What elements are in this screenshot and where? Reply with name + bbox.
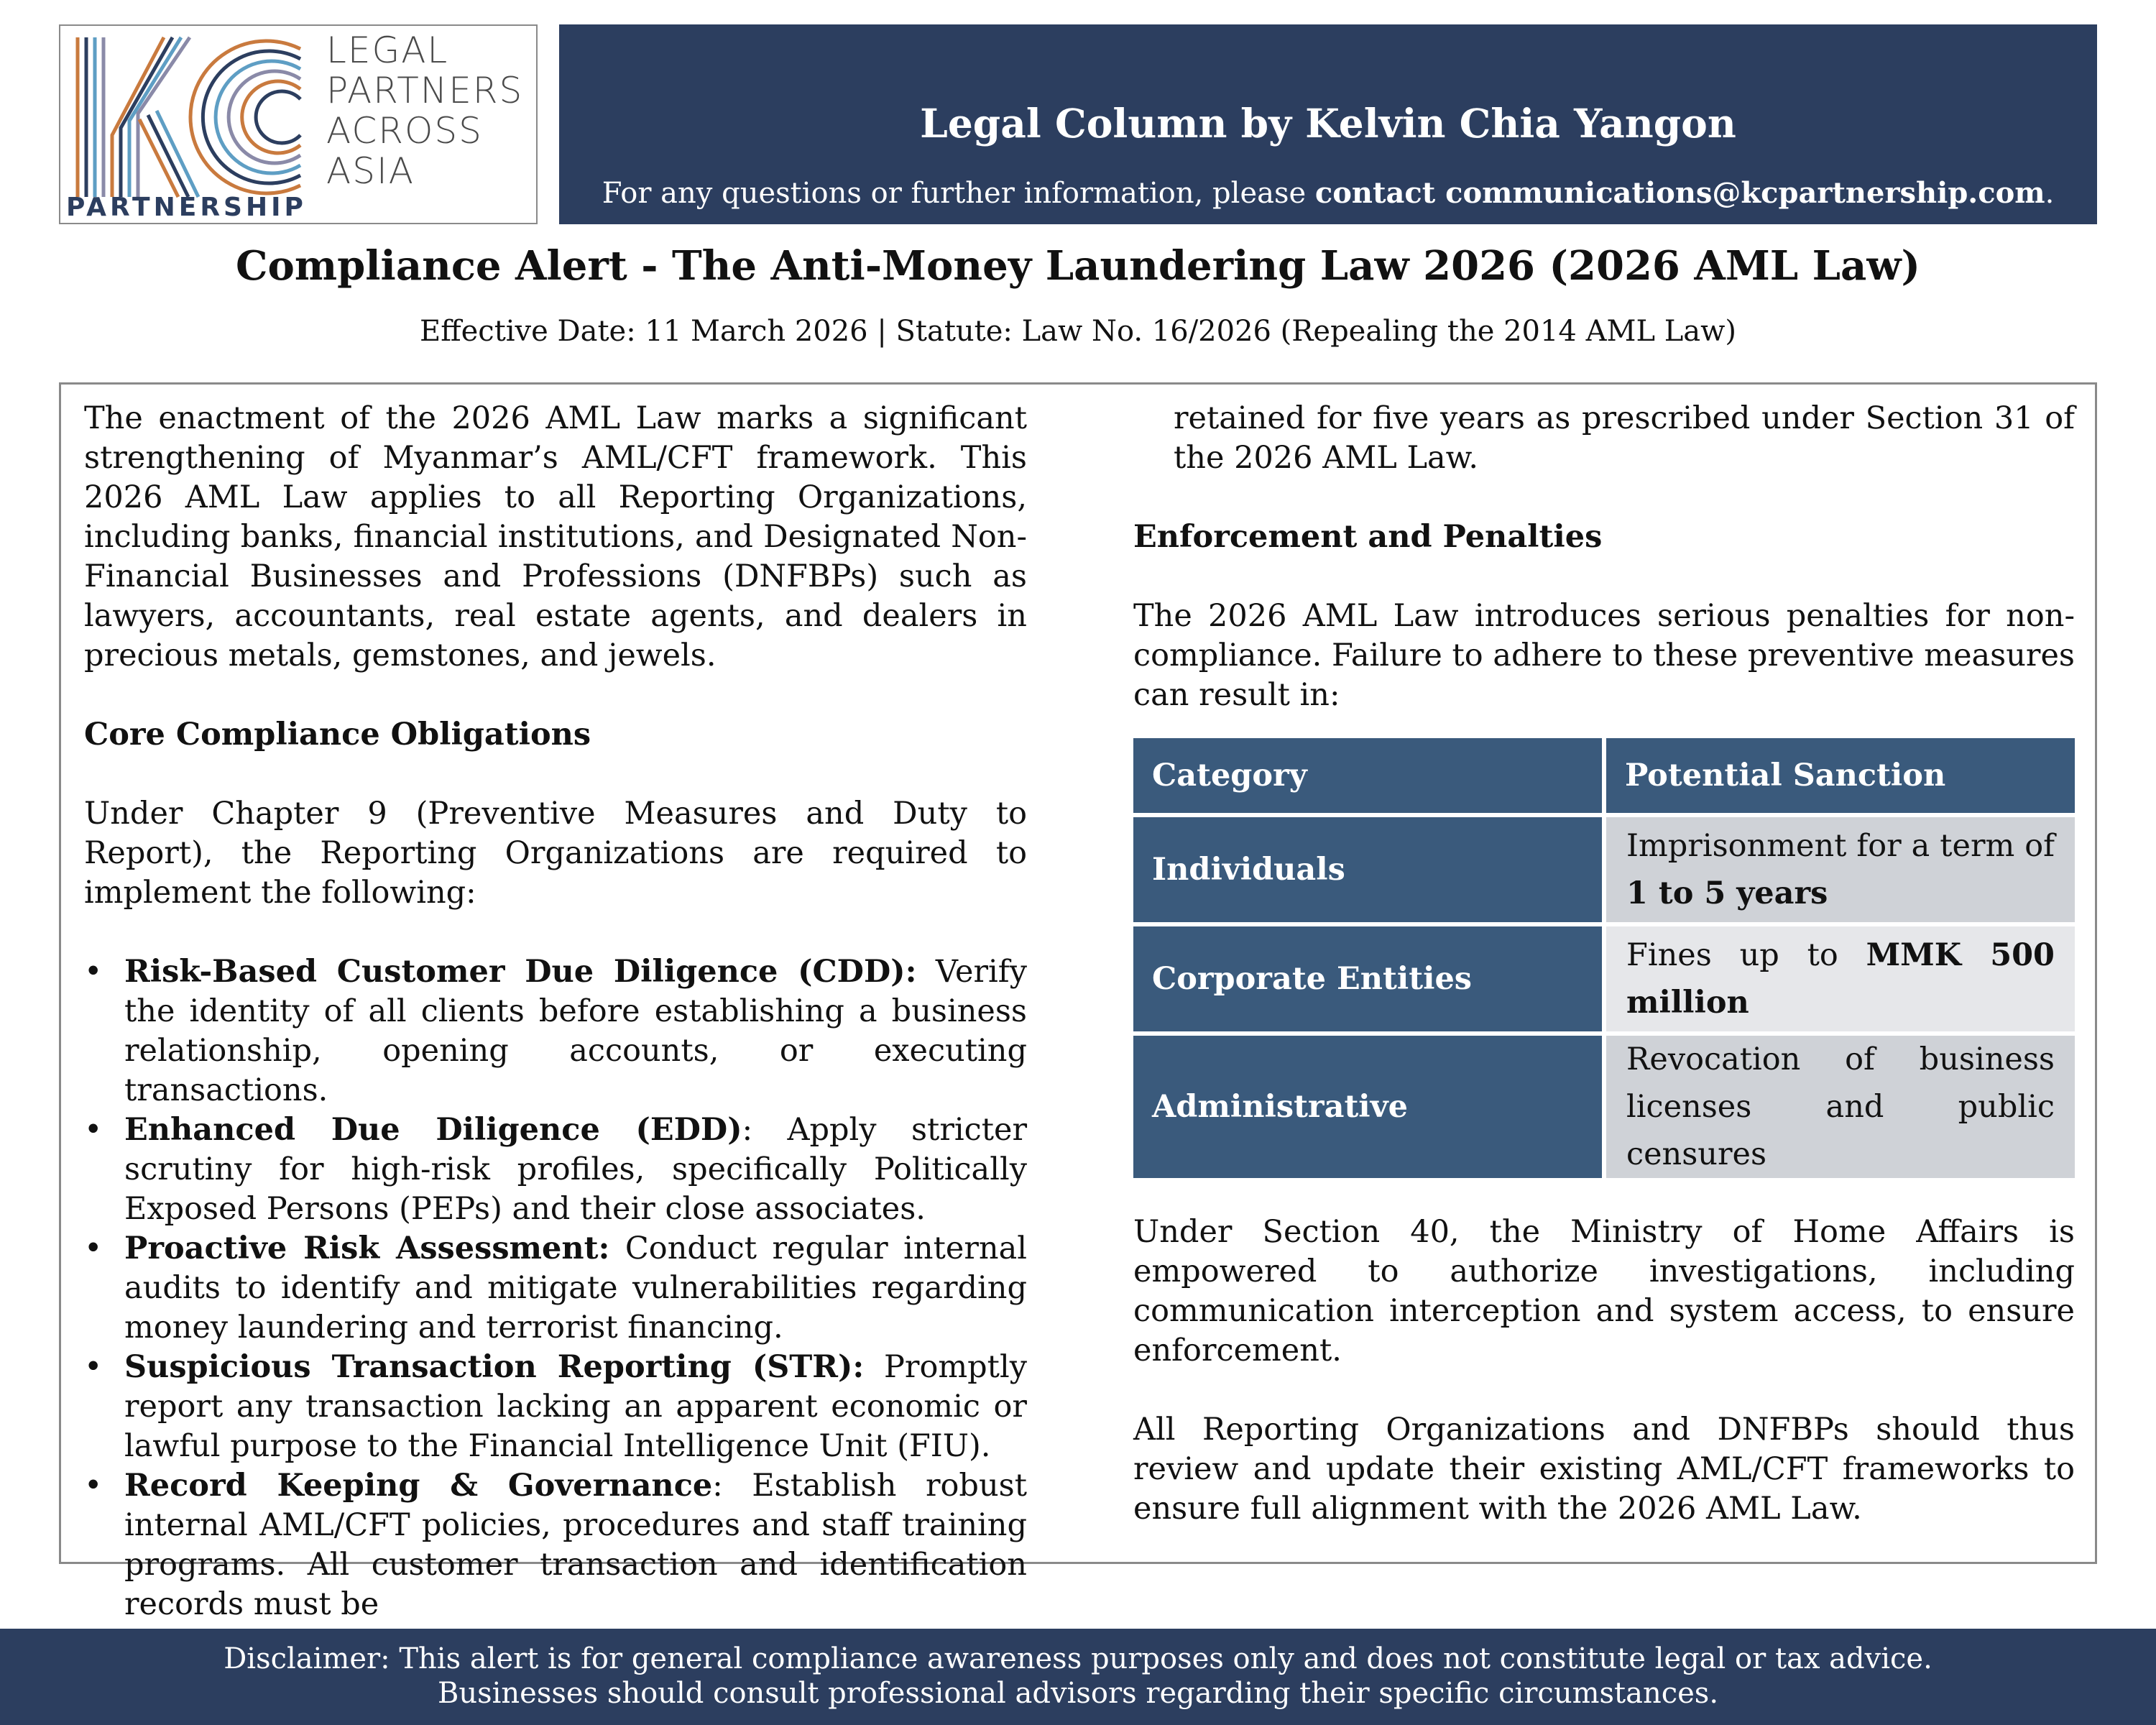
- table-header-row: [1133, 738, 2075, 813]
- logo-line: ASIA: [326, 150, 415, 192]
- obligation-title: Risk-Based Customer Due Diligence (CDD):: [124, 954, 917, 990]
- list-item: [84, 1229, 1027, 1348]
- list-item: [84, 952, 1027, 1110]
- list-item: [84, 1466, 1027, 1624]
- sanction-text: Imprisonment for a term of: [1626, 828, 2055, 864]
- column-header-sanction: Potential Sanction: [1606, 738, 2075, 813]
- contact-suffix: .: [2045, 177, 2055, 210]
- bullet-icon: •: [84, 954, 103, 990]
- disclaimer-line: Businesses should consult professional advisors regarding their specific circumstances.: [437, 1677, 1719, 1710]
- obligation-title: Record Keeping & Governance: [124, 1468, 713, 1504]
- enforcement-heading: Enforcement and Penalties: [1133, 519, 1603, 555]
- logo-tagline: [326, 30, 535, 191]
- kc-partnership-logo: [59, 24, 538, 224]
- obligation-text: : Establish robust internal AML/CFT policies, procedures and staff training programs. All customer transaction and identification records must be: [124, 1468, 1027, 1622]
- sanction-text: Fines up to: [1626, 937, 1866, 973]
- bullet-icon: •: [84, 1112, 103, 1148]
- logo-wordmark: PARTNERSHIP: [66, 193, 307, 222]
- content-frame: [59, 382, 2097, 1622]
- obligation-title: Suspicious Transaction Reporting (STR):: [124, 1349, 865, 1385]
- header-banner: [559, 24, 2097, 224]
- logo-line: LEGAL: [326, 29, 449, 71]
- sanction-cell: [1606, 817, 2075, 922]
- sanction-text: Revocation of business licenses and public censures: [1626, 1041, 2055, 1172]
- obligations-list: [84, 952, 1027, 1624]
- enforcement-lead: The 2026 AML Law introduces serious penalties for non-compliance. Failure to adhere to these preventive measures can result in:: [1133, 598, 2075, 713]
- continuation-paragraph: retained for five years as prescribed under Section 31 of the 2026 AML Law.: [1174, 400, 2075, 476]
- intro-paragraph: The enactment of the 2026 AML Law marks a significant strengthening of Myanmar’s AML/CFT framework. This 2026 AML Law applies to all Reporting Organizations, including banks, financial institutions, and Designated Non-Financial Businesses and Professions (DNFBPs) such as lawyers, accountants, real estate agents, and dealers in precious metals, gemstones, and jewels.: [84, 400, 1027, 673]
- obligation-text: Verify the identity of all clients before establishing a business relationship, opening accounts, or executing transactions.: [124, 954, 1027, 1108]
- table-row: [1133, 817, 2075, 922]
- category-cell: Corporate Entities: [1133, 926, 1602, 1031]
- sanction-cell: [1606, 926, 2075, 1031]
- list-item: [84, 1348, 1027, 1466]
- list-item: [84, 1110, 1027, 1229]
- contact-line: [559, 177, 2097, 210]
- right-column: [1133, 399, 2075, 1529]
- column-title: Legal Column by Kelvin Chia Yangon: [920, 100, 1736, 147]
- category-cell: Administrative: [1133, 1036, 1602, 1178]
- left-column: [84, 399, 1027, 1624]
- bullet-icon: •: [84, 1230, 103, 1266]
- sanction-emphasis: MMK 500 million: [1626, 937, 2055, 1021]
- table-row: [1133, 1036, 2075, 1178]
- column-header-category: Category: [1133, 738, 1602, 813]
- sanction-cell: [1606, 1036, 2075, 1178]
- sanction-emphasis: 1 to 5 years: [1626, 875, 1828, 911]
- kc-monogram-icon: [70, 34, 308, 200]
- sanctions-table: [1129, 734, 2079, 1182]
- obligation-text: Promptly report any transaction lacking an apparent economic or lawful purpose to the Financial Intelligence Unit (FIU).: [124, 1349, 1028, 1464]
- recommendation-paragraph: All Reporting Organizations and DNFBPs should thus review and update their existing AML/CFT frameworks to ensure full alignment with the 2026 AML Law.: [1133, 1412, 2075, 1527]
- document-title: Compliance Alert - The Anti-Money Laundering Law 2026 (2026 AML Law): [235, 242, 1921, 290]
- obligation-title: Enhanced Due Diligence (EDD): [124, 1112, 742, 1148]
- obligation-text: : Apply stricter scrutiny for high-risk profiles, specifically Politically Exposed Persons (PEPs) and their close associates.: [124, 1112, 1028, 1227]
- document-meta: Effective Date: 11 March 2026 | Statute: Law No. 16/2026 (Repealing the 2014 AML Law): [420, 315, 1736, 348]
- disclaimer-footer: [0, 1629, 2156, 1725]
- table-row: [1133, 926, 2075, 1031]
- logo-line: ACROSS: [326, 110, 483, 152]
- contact-prefix: For any questions or further information, please: [602, 177, 1315, 210]
- logo-line: PARTNERS: [326, 70, 524, 111]
- category-cell: Individuals: [1133, 817, 1602, 922]
- obligations-lead: Under Chapter 9 (Preventive Measures and Duty to Report), the Reporting Organizations are required to implement the following:: [84, 796, 1027, 911]
- contact-email-link[interactable]: contact communications@kcpartnership.com: [1314, 176, 2045, 210]
- obligation-title: Proactive Risk Assessment:: [124, 1230, 610, 1266]
- bullet-icon: •: [84, 1468, 103, 1504]
- obligation-text: Conduct regular internal audits to identify and mitigate vulnerabilities regarding money laundering and terrorist financing.: [124, 1230, 1027, 1346]
- bullet-icon: •: [84, 1349, 103, 1385]
- disclaimer-line: Disclaimer: This alert is for general compliance awareness purposes only and does not constitute legal or tax advice.: [224, 1642, 1932, 1675]
- obligations-heading: Core Compliance Obligations: [84, 717, 591, 753]
- investigation-paragraph: Under Section 40, the Ministry of Home Affairs is empowered to authorize investigations, including communication interception and system access, to ensure enforcement.: [1133, 1214, 2075, 1368]
